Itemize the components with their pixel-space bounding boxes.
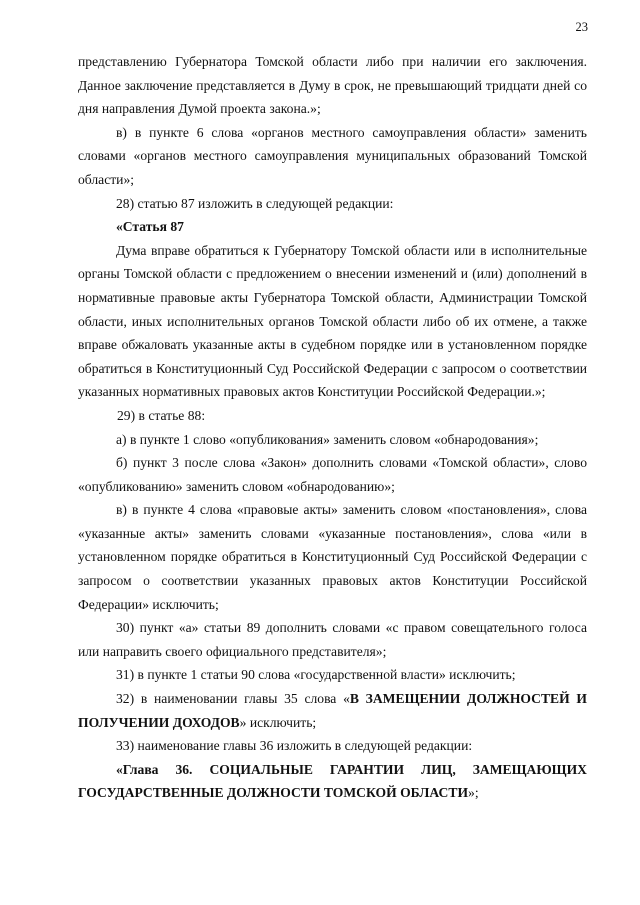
chapter-close-quote: »; <box>468 785 479 801</box>
paragraph-item-32 <box>78 687 587 734</box>
paragraph-item-v: в) в пункте 6 слова «органов местного самоуправления области» заменить словами «органов местного самоуправления муниципальных образований Томской области»; <box>78 124 587 187</box>
chapter-heading-text: Глава 36. СОЦИАЛЬНЫЕ ГАРАНТИИ ЛИЦ, ЗАМЕЩАЮЩИХ ГОСУДАРСТВЕННЫЕ ДОЛЖНОСТИ ТОМСКОЙ ОБЛАСТИ <box>78 761 587 801</box>
chapter-heading <box>78 758 587 805</box>
paragraph-item-a: а) в пункте 1 слово «опубликования» заменить словом «обнародования»; <box>116 431 539 447</box>
p32-bold: В ЗАМЕЩЕНИИ ДОЛЖНОСТЕЙ И ПОЛУЧЕНИИ ДОХОДОВ <box>78 691 587 730</box>
paragraph-item-29: 29) в статье 88: <box>117 407 206 423</box>
chapter-open-quote: « <box>116 761 123 777</box>
paragraph-continuation: представлению Губернатора Томской области либо при наличии его заключения. Данное заключение представляется в Думу в срок, не превышающий тридцати дней со дня направления Думой проекта закона.»; <box>78 54 587 117</box>
document-body <box>78 50 587 805</box>
paragraph-item-v2: в) в пункте 4 слова «правовые акты» заменить словом «постановления», слова «указанные акты» заменить словами «указанные постановления», слова «или в установленном порядке обратиться в Конституционный Суд Российской Федерации с запросом о соответствии указанных правовых актов Конституции Российской Федерации» исключить; <box>78 502 587 612</box>
article-heading <box>78 215 587 239</box>
paragraph-item-28: 28) статью 87 изложить в следующей редакции: <box>116 195 394 211</box>
paragraph-item-30: 30) пункт «а» статьи 89 дополнить словами «с правом совещательного голоса или направить своего официального представителя»; <box>78 620 587 659</box>
paragraph-item-b: б) пункт 3 после слова «Закон» дополнить словами «Томской области», слово «опубликованию» заменить словом «обнародованию»; <box>78 455 587 494</box>
article-heading-text: «Статья 87 <box>116 219 184 235</box>
paragraph-item-33: 33) наименование главы 36 изложить в следующей редакции: <box>116 738 473 754</box>
article-body: Дума вправе обратиться к Губернатору Томской области или в исполнительные органы Томской области с предложением о внесении изменений и (или) дополнений в нормативные правовые акты Губернатора Томской области, Администрации Томской области, иных исполнительных органов Томской области либо об их отмене, а также вправе обжаловать указанные акты в судебном порядке или в установленном порядке обратиться в Конституционный Суд Российской Федерации с запросом о соответствии указанных нормативных правовых актов Конституции Российской Федерации.»; <box>78 242 587 400</box>
page-number: 23 <box>575 20 588 34</box>
p32-before: 32) в наименовании главы 35 слова « <box>116 691 350 707</box>
p32-after: » исключить; <box>239 714 317 730</box>
paragraph-item-31: 31) в пункте 1 статьи 90 слова «государственной власти» исключить; <box>116 667 516 683</box>
